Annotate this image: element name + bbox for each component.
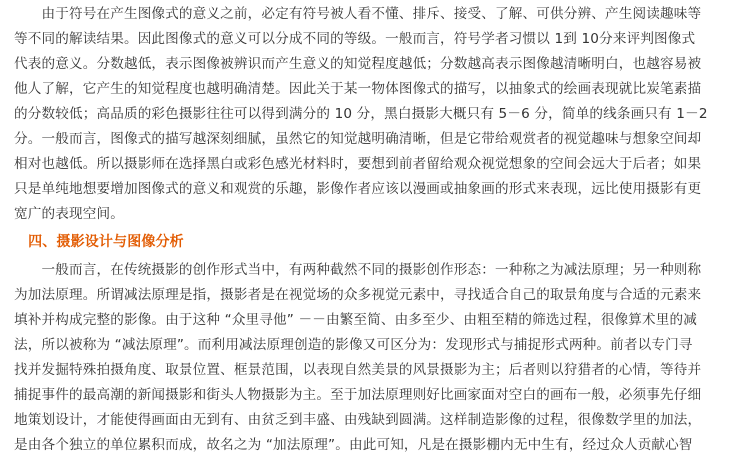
paragraph-line: 为加法原理。所谓减法原理是指，摄影者是在视觉场的众多视觉元素中，寻找适合自己的取景角度与合适的元素来	[14, 287, 702, 303]
paragraph-line: 法，所以被称为 “减法原理”。而利用减法原理创造的影像又可区分为：发现形式与捕捉形式两种。前者以专门寻	[14, 337, 693, 353]
paragraph-line: 找并发掘特殊拍摄角度、取景位置、框景范围，以表现自然美景的风景摄影为主；后者则以狩猎者的心情，等待并	[14, 362, 702, 378]
paragraph-line: 填补并构成完整的影像。由于这种 “众里寻他” －－由繁至简、由多至少、由粗至精的筛选过程，很像算术里的减	[14, 312, 698, 328]
paragraph-line: 是由各个独立的单位累积而成，故名之为 “加法原理”。由此可知，凡是在摄影棚内无中生有，经过众人贡献心智	[14, 437, 693, 453]
paragraph-line: 由于符号在产生图像式的意义之前，必定有符号被人看不懂、排斥、接受、了解、可供分辨、产生阅读趣味等	[14, 6, 702, 22]
paragraph-line: 分。一般而言，图像式的描写越深刻细腻，虽然它的知觉越明确清晰，但是它带给观赏者的视觉趣味与想象空间却	[14, 131, 702, 147]
paragraph-line: 他人了解，它产生的知觉程度也越明确清楚。因此关于某一物体图像式的描写，以抽象式的绘画表现就比炭笔素描	[14, 81, 702, 97]
paragraph-line: 宽广的表现空间。	[14, 206, 124, 222]
paragraph-line: 的分数较低；高品质的彩色摄影往往可以得到满分的 10 分，黑白摄影大概只有 5－6 分，简单的线条画只有 1－2	[14, 106, 708, 122]
paragraph-line: 代表的意义。分数越低，表示图像被辨识而产生意义的知觉程度越低；分数越高表示图像越清晰明白，也越容易被	[14, 56, 702, 72]
paragraph-line: 等不同的解读结果。因此图像式的意义可以分成不同的等级。一般而言，符号学者习惯以 1到 10分来评判图像式	[14, 31, 696, 47]
paragraph-line: 捕捉事件的最高潮的新闻摄影和街头人物摄影为主。至于加法原理则好比画家面对空白的画布一般，必须事先仔细	[14, 387, 702, 403]
paragraph-line: 地策划设计，才能使得画面由无到有、由贫乏到丰盛、由残缺到圆满。这样制造影像的过程，很像数学里的加法，	[14, 412, 702, 428]
paragraph-line: 相对也越低。所以摄影师在选择黑白或彩色感光材料时，要想到前者留给观众视觉想象的空间会远大于后者；如果	[14, 156, 702, 172]
paragraph-line: 一般而言，在传统摄影的创作形式当中，有两种截然不同的摄影创作形态：一种称之为减法原理；另一种则称	[14, 262, 702, 278]
section-heading: 四、摄影设计与图像分析	[14, 234, 184, 250]
paragraph-line: 只是单纯地想要增加图像式的意义和观赏的乐趣，影像作者应该以漫画或抽象画的形式来表现，远比使用摄影有更	[14, 181, 702, 197]
